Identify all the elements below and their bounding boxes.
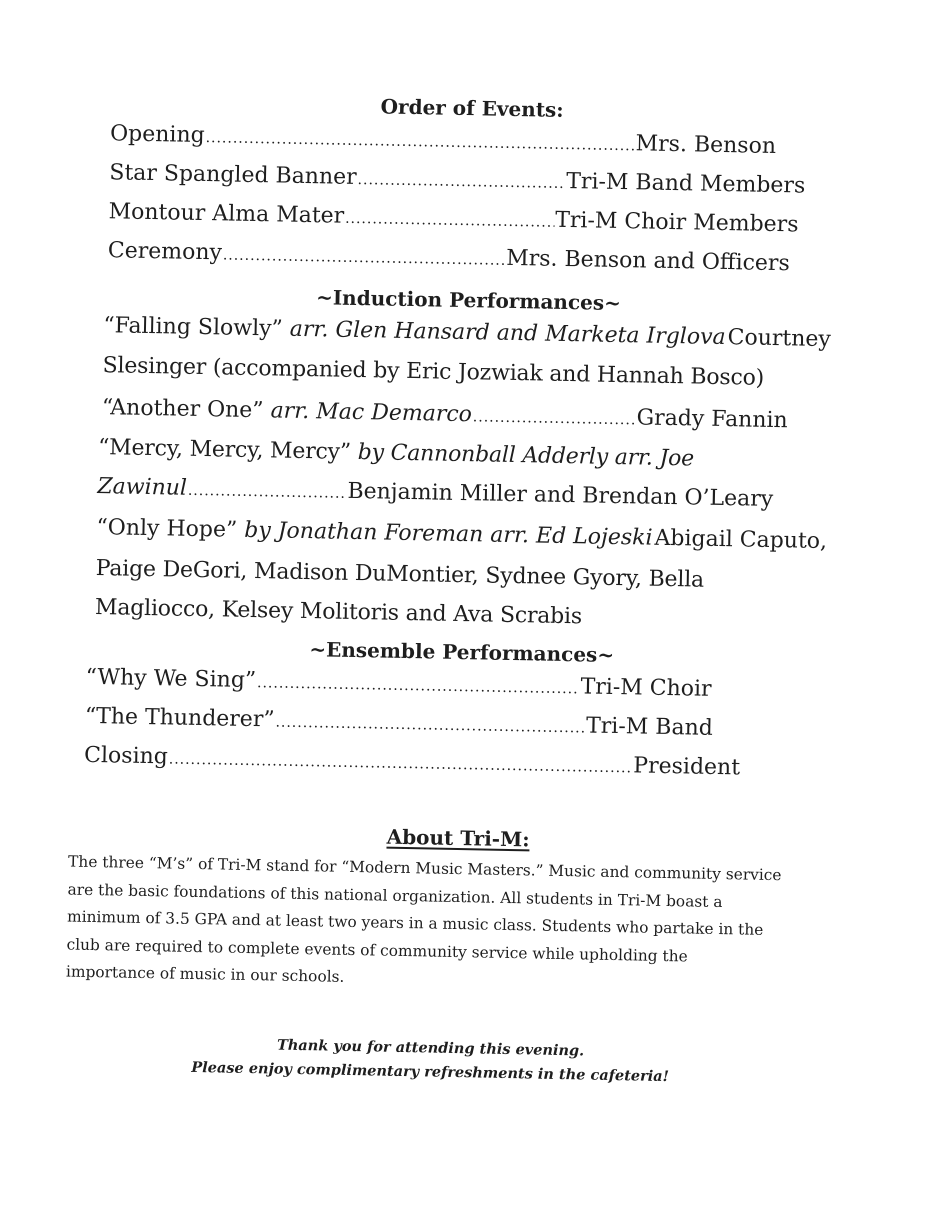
performance-row-continuation	[97, 474, 773, 512]
ensemble-item: Closing	[84, 743, 168, 770]
ensemble-performer: Tri-M Choir	[580, 674, 711, 702]
leader-dots	[345, 211, 554, 231]
ensemble-row	[85, 704, 713, 741]
induction-performances-title: ~Induction Performances~	[5, 279, 927, 321]
song-credit: by Cannonball Adderly arr. Joe	[357, 440, 694, 471]
leader-dots	[275, 714, 585, 736]
leader-dots	[169, 751, 633, 776]
performer-continuation: Slesinger (accompanied by Eric Jozwiak and Hannah Bosco)	[102, 353, 764, 391]
performer-name: Courtney	[727, 325, 831, 352]
about-title: About Tri-M:	[0, 817, 922, 859]
event-item: Ceremony	[108, 238, 223, 265]
song-title: “Mercy, Mercy, Mercy”	[98, 435, 351, 465]
song-credit: by Jonathan Foreman arr. Ed Lojeski	[244, 518, 653, 551]
performance-row	[103, 313, 813, 352]
event-row	[109, 160, 805, 198]
event-performer: Tri-M Band Members	[566, 169, 805, 199]
performer-name: Abigail Caputo,	[654, 526, 827, 554]
event-performer: Mrs. Benson and Officers	[506, 246, 790, 276]
performance-row	[98, 435, 694, 471]
ensemble-performer: Tri-M Band	[586, 713, 713, 740]
event-item: Opening	[110, 121, 205, 148]
event-item: Star Spangled Banner	[109, 160, 357, 190]
performer-name: Grady Fannin	[636, 405, 788, 433]
performance-row	[96, 515, 804, 554]
event-row	[110, 121, 776, 159]
song-title: “Only Hope”	[96, 515, 237, 543]
about-paragraph: The three “M’s” of Tri-M stand for “Modern Music Masters.” Music and community service are the basic foundations of this national organization. All students in Tri-M boast a minimum of 3.5 GPA and at least two years in a music class. Students who partake in the club are required to complete events of community service while upholding the importance of music in our schools.	[66, 849, 784, 1000]
song-credit: Zawinul	[97, 474, 187, 501]
performer-continuation: Magliocco, Kelsey Molitoris and Ava Scrabis	[95, 595, 582, 629]
event-performer: Mrs. Benson	[635, 131, 776, 159]
ensemble-item: “The Thunderer”	[85, 704, 275, 733]
song-title: “Falling Slowly”	[103, 313, 283, 341]
performer-continuation: Paige DeGori, Madison DuMontier, Sydnee Gyory, Bella	[96, 556, 705, 593]
event-performer: Tri-M Choir Members	[555, 208, 799, 238]
ensemble-item: “Why We Sing”	[85, 665, 256, 693]
event-item: Montour Alma Mater	[108, 199, 344, 229]
ensemble-performer: President	[633, 753, 740, 780]
leader-dots	[223, 247, 506, 268]
leader-dots	[473, 409, 636, 428]
ensemble-row	[85, 665, 711, 702]
leader-dots	[257, 675, 580, 697]
leader-dots	[357, 172, 565, 192]
leader-dots	[206, 130, 635, 154]
event-row	[108, 238, 790, 276]
ensemble-row	[84, 743, 740, 781]
ensemble-performances-title: ~Ensemble Performances~	[0, 631, 925, 673]
song-title: “Another One”	[102, 395, 264, 423]
performance-row	[102, 395, 788, 433]
leader-dots	[188, 483, 347, 502]
song-credit: arr. Mac Demarco	[270, 398, 472, 427]
performer-name: Benjamin Miller and Brendan O’Leary	[347, 479, 773, 512]
order-of-events-title: Order of Events:	[9, 87, 927, 129]
song-credit: arr. Glen Hansard and Marketa Irglova	[290, 317, 726, 350]
event-row	[108, 199, 798, 237]
thank-you-line: Thank you for attending this evening.	[0, 1031, 871, 1065]
refreshments-line: Please enjoy complimentary refreshments in the cafeteria!	[0, 1055, 870, 1089]
